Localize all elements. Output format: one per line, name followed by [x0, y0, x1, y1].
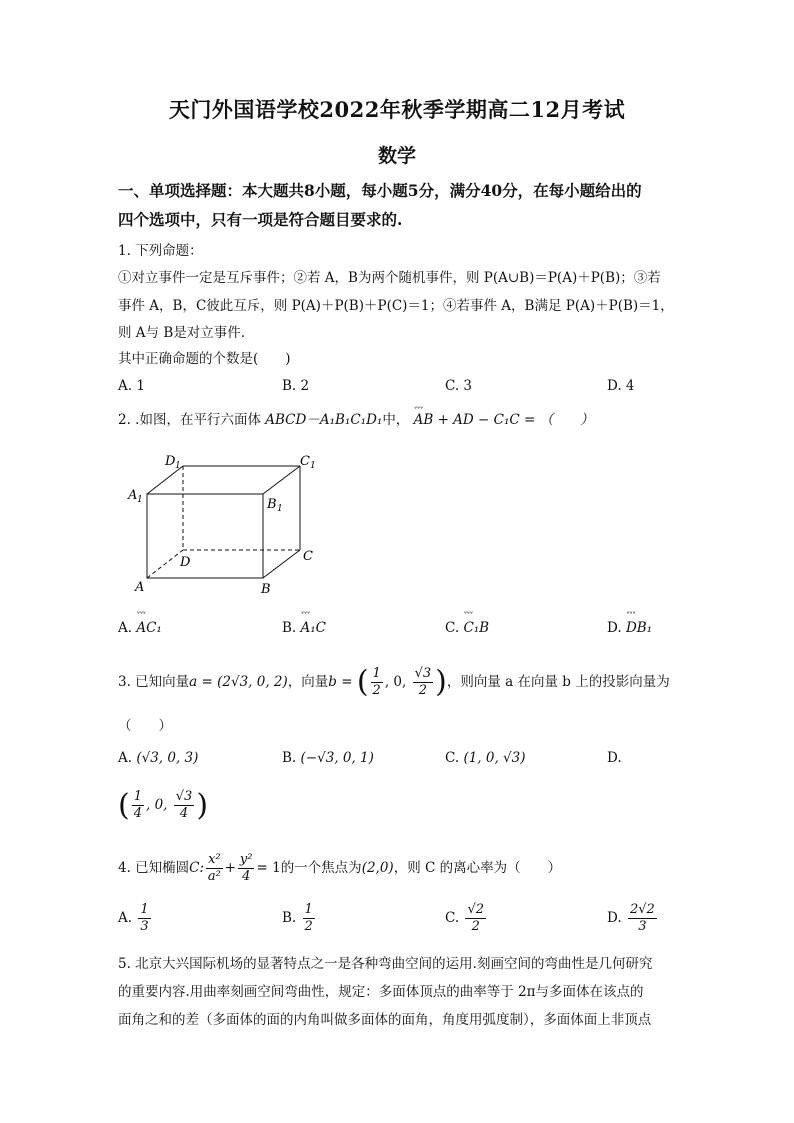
q3-suffix: ，则向量 a 在向量 b 上的投影向量为 [446, 674, 670, 690]
q2-option-a-value: ˅˅˅ AC₁ [136, 620, 162, 636]
q3-vector-b-label: b = [328, 674, 353, 690]
q4-option-a-letter: A. [118, 910, 133, 926]
edge-bc [263, 550, 300, 578]
q3-option-a-value: (√3, 0, 3) [136, 750, 199, 766]
q2-option-d-letter: D. [607, 620, 622, 636]
q3-b-first-num: 1 [372, 666, 381, 681]
q4-a2: a² [207, 869, 221, 884]
q3-d-frac1 [132, 789, 144, 822]
q4-option-d-frac [628, 902, 657, 935]
q1-line2: 事件 A，B，C彼此互斥，则 P(A)＋P(B)＋P(C)＝1；④若事件 A，B满足 P(A)＋P(B)＝1， [118, 298, 674, 314]
q3-prefix: 3. 已知向量 [118, 674, 190, 690]
q2-option-a[interactable] [118, 620, 162, 636]
q4-c-den: 2 [471, 919, 480, 934]
q4-option-c[interactable] [445, 902, 488, 935]
q4-a-num: 1 [140, 902, 149, 917]
q1-option-c[interactable]: C. 3 [445, 378, 473, 394]
q2-option-b-value: ˅˅˅ A₁C [301, 620, 327, 636]
q3-option-c[interactable] [445, 750, 526, 766]
q2-option-b-letter: B. [282, 620, 297, 636]
parallelepiped-figure [125, 448, 325, 598]
q2-mid: 中， [382, 412, 410, 428]
q3-d-paren-open: ( [118, 788, 130, 823]
q3-b-third-den: 2 [418, 683, 428, 698]
q4-eq: = 1 [256, 860, 281, 876]
q3-d-mid: , 0, [146, 797, 172, 813]
q4-focus: (2,0) [361, 860, 394, 876]
q1-option-a[interactable]: A. 1 [118, 378, 145, 394]
q3-paren-close: ) [435, 664, 447, 700]
label-b1: B [267, 497, 277, 512]
q3-option-c-letter: C. [445, 750, 460, 766]
q3-option-a-letter: A. [118, 750, 133, 766]
q4-a-den: 3 [140, 919, 149, 934]
label-a: A [135, 580, 145, 595]
q4-option-c-frac [465, 902, 486, 935]
q4-four: 4 [242, 869, 251, 884]
q2-option-c-letter: C. [445, 620, 460, 636]
q4-option-b[interactable] [282, 902, 317, 935]
q3-ask: （ ） [118, 718, 172, 734]
q1-ask: 其中正确命题的个数是( ) [118, 351, 291, 367]
label-c: C [303, 549, 313, 564]
section-heading [118, 176, 678, 234]
label-d1-sub: 1 [175, 461, 181, 471]
q4-frac-y [238, 852, 255, 885]
section-heading-line2: 四个选项中，只有一项是符合题目要求的. [118, 210, 403, 229]
q4-option-a[interactable] [118, 902, 153, 935]
q3-d-paren-close: ) [196, 788, 209, 823]
q4-option-b-letter: B. [282, 910, 297, 926]
q2-option-d-value: ˅˅˅ DB₁ [626, 620, 652, 636]
q3-d-frac2 [174, 789, 195, 822]
q2-option-c[interactable] [445, 620, 489, 636]
q3-option-b-value: (−√3, 0, 1) [300, 750, 374, 766]
q2-option-c-value: ˅˅˅ C₁B [463, 620, 489, 636]
q3-option-c-value: (1, 0, √3) [463, 750, 526, 766]
q3-b-third [413, 666, 434, 699]
q4-d-den: 3 [638, 919, 647, 934]
q3-d-num1: 1 [133, 789, 142, 804]
q4-d-num: 2√2 [629, 902, 655, 917]
exam-title: 天门外国语学校2022年秋季学期高二12月考试 [168, 97, 626, 122]
q1-line3: 则 A与 B是对立事件. [118, 325, 246, 341]
q3-b-first [371, 666, 383, 699]
edge-ad-hidden [147, 550, 183, 578]
q4-suffix: ，则 C 的离心率为（ ） [393, 860, 562, 876]
label-b1-sub: 1 [277, 504, 283, 514]
q4-option-c-letter: C. [445, 910, 460, 926]
subject-title: 数学 [377, 145, 416, 167]
q3-option-a[interactable] [118, 750, 198, 766]
q3-option-b[interactable] [282, 750, 374, 766]
label-d1: D [165, 454, 176, 469]
q3-vector-a: a = (2√3, 0, 2) [189, 674, 288, 690]
q3-stem [118, 662, 670, 703]
front-face [147, 494, 263, 578]
q2-option-b[interactable] [282, 620, 326, 636]
label-c1: C [300, 454, 310, 469]
label-c1-sub: 1 [310, 461, 316, 471]
q2-option-a-letter: A. [118, 620, 133, 636]
q5-line2: 的重要内容.用曲率刻画空间弯曲性，规定：多面体顶点的曲率等于 2π与多面体在该点的 [118, 984, 644, 1000]
edge-b1c1 [263, 466, 300, 494]
q4-prefix: 4. 已知椭圆 [118, 860, 190, 876]
q1-stem: 1. 下列命题： [118, 243, 203, 259]
q3-option-d-value[interactable] [118, 788, 208, 823]
q3-b-third-num: √3 [414, 666, 432, 681]
q4-c-num: √2 [467, 902, 484, 917]
label-a1: A [128, 488, 138, 503]
label-b: B [261, 582, 271, 597]
q3-comma: ，向量 [287, 674, 329, 690]
q3-option-d-letter[interactable]: D. [607, 750, 622, 766]
q2-prefix: 2. .如图，在平行六面体 [118, 412, 261, 428]
q3-b-mid: , 0, [384, 674, 411, 690]
q4-mid: 的一个焦点为 [280, 860, 362, 876]
q4-b-den: 2 [304, 919, 313, 934]
q4-x2: x² [208, 852, 221, 867]
q2-vector-expression: ˅˅˅ AB + AD − C₁C = （ ） [414, 410, 594, 430]
q2-option-d[interactable] [607, 620, 652, 636]
q3-d-den1: 4 [133, 806, 142, 821]
q2-stem [118, 410, 594, 430]
q4-option-d[interactable] [607, 902, 659, 935]
q1-line1: ①对立事件一定是互斥事件；②若 A，B为两个随机事件，则 P(A∪B)＝P(A)＋P(B)；③若 [118, 270, 661, 286]
q4-option-b-frac [303, 902, 315, 935]
q4-ellipse: C: [189, 860, 205, 876]
q5-line3: 面角之和的差（多面体的面的内角叫做多面体的面角，角度用弧度制），多面体面上非顶点 [118, 1012, 652, 1028]
q3-d-num2: √3 [175, 789, 193, 804]
section-heading-line1: 一、单项选择题：本大题共8小题，每小题5分，满分40分，在每小题给出的 [118, 181, 642, 200]
q3-b-first-den: 2 [372, 683, 381, 698]
q4-frac-x [206, 852, 223, 885]
q4-option-a-frac [138, 902, 150, 935]
q5-line1: 5. 北京大兴国际机场的显著特点之一是各种弯曲空间的运用.刻画空间的弯曲性是几何研究 [118, 956, 653, 972]
q2-solid: ABCD－A₁B₁C₁D₁ [265, 412, 383, 428]
label-a1-sub: 1 [137, 495, 143, 505]
q1-option-d[interactable]: D. 4 [607, 378, 635, 394]
label-d: D [180, 555, 191, 570]
q4-stem: 4. 已知椭圆C: $\frac{\text{x²}}{\text{a²}}$ + $\frac{\text{y²}}{4}$ = 1的一个焦点为(2,0)，则 C 的离心率为（ ） [118, 852, 562, 884]
q3-paren-open: ( [356, 664, 369, 700]
q4-y2: y² [239, 852, 253, 867]
q3-d-den2: 4 [179, 806, 189, 821]
q4-b-num: 1 [304, 902, 313, 917]
q4-option-d-letter: D. [607, 910, 622, 926]
q3-option-b-letter: B. [282, 750, 297, 766]
q1-option-b[interactable]: B. 2 [282, 378, 310, 394]
